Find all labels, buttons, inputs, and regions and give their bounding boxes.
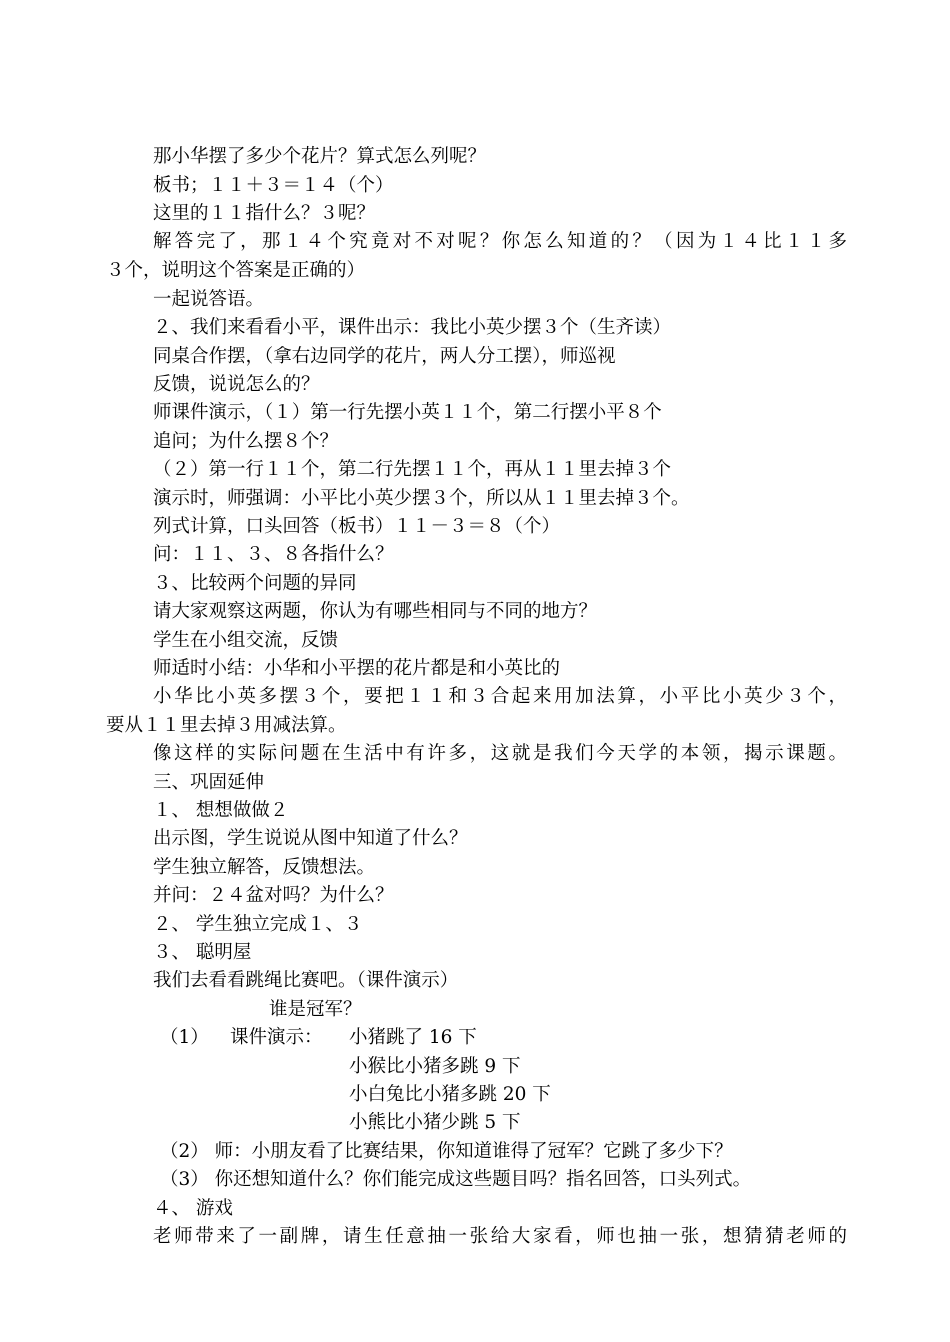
text-line-20: 小华比小英多摆３个，要把１１和３合起来用加法算，小平比小英少３个， (153, 686, 847, 707)
text-line-28: ２、 学生独立完成１、３ (153, 914, 363, 935)
text-line-29: ３、 聪明屋 (153, 942, 252, 963)
text-line-7: ２、我们来看看小平，课件出示：我比小英少摆３个（生齐读） (153, 317, 672, 338)
text-line-36: （2） 师：小朋友看了比赛结果，你知道谁得了冠军？它跳了多少下？ (160, 1141, 733, 1162)
text-line-33: 小猴比小猪多跳 9 下 (349, 1056, 521, 1077)
text-line-27: 并问：２４盆对吗？为什么？ (153, 885, 394, 906)
text-line-31: 谁是冠军？ (269, 999, 362, 1020)
text-line-4: 解答完了，那１４个究竟对不对呢？你怎么知道的？（因为１４比１１多 (153, 231, 847, 252)
text-line-30: 我们去看看跳绳比赛吧。（课件演示） (153, 970, 459, 991)
text-line-39: 老师带来了一副牌，请生任意抽一张给大家看，师也抽一张，想猜猜老师的 (153, 1226, 847, 1247)
text-line-10: 师课件演示，（１）第一行先摆小英１１个，第二行摆小平８个 (153, 402, 662, 423)
text-line-23: 三、巩固延伸 (153, 772, 265, 793)
text-line-2: 板书；１１＋３＝１４（个） (153, 175, 394, 196)
text-line-25: 出示图，学生说说从图中知道了什么？ (153, 828, 468, 849)
text-line-16: ３、比较两个问题的异同 (153, 573, 357, 594)
text-line-1: 那小华摆了多少个花片？算式怎么列呢？ (153, 146, 487, 167)
text-line-32-num: （1） (160, 1027, 209, 1048)
text-line-32-content: 小猪跳了 16 下 (349, 1027, 477, 1048)
text-line-15: 问：１１、３、８各指什么？ (153, 544, 394, 565)
text-line-22: 像这样的实际问题在生活中有许多，这就是我们今天学的本领，揭示课题。 (153, 743, 847, 764)
text-line-38: ４、 游戏 (153, 1198, 233, 1219)
text-line-37: （3） 你还想知道什么？你们能完成这些题目吗？指名回答，口头列式。 (160, 1169, 752, 1190)
text-line-9: 反馈，说说怎么的？ (153, 374, 320, 395)
text-line-32-label: 课件演示： (230, 1027, 323, 1048)
text-line-8: 同桌合作摆，（拿右边同学的花片，两人分工摆），师巡视 (153, 346, 616, 367)
text-line-5: ３个，说明这个答案是正确的） (106, 260, 366, 281)
text-line-3: 这里的１１指什么？３呢？ (153, 203, 376, 224)
text-line-11: 追问；为什么摆８个？ (153, 431, 339, 452)
text-line-17: 请大家观察这两题，你认为有哪些相同与不同的地方？ (153, 601, 598, 622)
text-line-6: 一起说答语。 (153, 289, 265, 310)
text-line-26: 学生独立解答，反馈想法。 (153, 857, 376, 878)
text-line-35: 小熊比小猪少跳 5 下 (349, 1112, 521, 1133)
text-line-34: 小白兔比小猪多跳 20 下 (349, 1084, 551, 1105)
text-line-24: １、 想想做做２ (153, 800, 289, 821)
text-line-13: 演示时，师强调：小平比小英少摆３个，所以从１１里去掉３个。 (153, 488, 690, 509)
text-line-14: 列式计算，口头回答（板书）１１－３＝８（个） (153, 516, 561, 537)
text-line-19: 师适时小结：小华和小平摆的花片都是和小英比的 (153, 658, 561, 679)
text-line-12: （２）第一行１１个，第二行先摆１１个，再从１１里去掉３个 (153, 459, 672, 480)
text-line-18: 学生在小组交流，反馈 (153, 630, 339, 651)
text-line-21: 要从１１里去掉３用减法算。 (106, 715, 347, 736)
